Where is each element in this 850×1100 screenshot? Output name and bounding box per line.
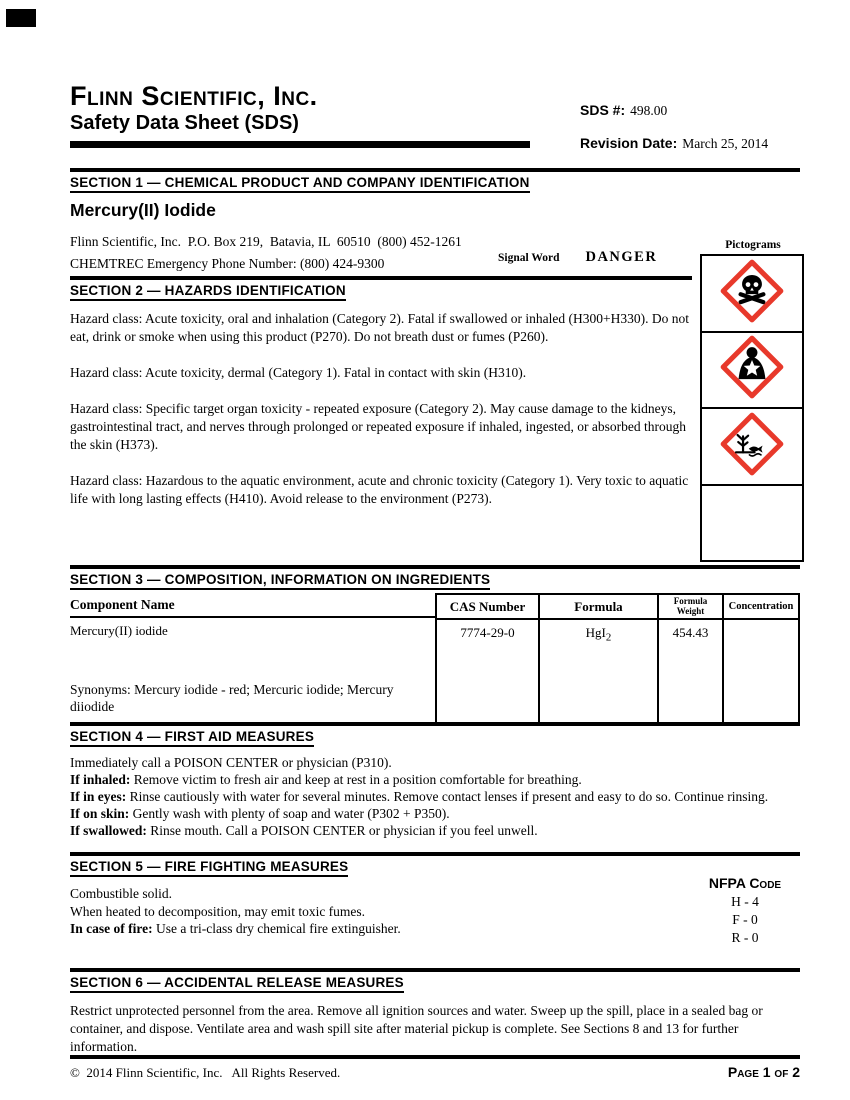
first-aid-line xyxy=(70,788,800,805)
hazard-paragraph: Hazard class: Acute toxicity, dermal (Category 1). Fatal in contact with skin (H310). xyxy=(70,365,527,380)
pictogram-cell-3 xyxy=(702,407,802,484)
nfpa-code-label: NFPA Code xyxy=(708,875,782,891)
cell-cas-number: 7774-29-0 xyxy=(460,625,515,640)
pictograms-label: Pictograms xyxy=(725,239,781,251)
section-4 xyxy=(70,722,800,839)
nfpa-health-code: H - 4 xyxy=(731,893,759,909)
revision-date-label: Revision Date: xyxy=(580,135,678,151)
line-text: Rinse cautiously with water for several minutes. Remove contact lenses if present and easy to do so. Continue rinsing. xyxy=(126,789,769,804)
ghs-skull-crossbones-icon xyxy=(720,259,784,328)
line-text: Gently wash with plenty of soap and water (P302 + P350). xyxy=(129,806,450,821)
hazard-paragraph: Hazard class: Hazardous to the aquatic environment, acute and chronic toxicity (Category 1). Very toxic to aquatic life with long lasting effects (H410). Avoid release to the environment (P273). xyxy=(70,473,689,506)
section-6-rule xyxy=(70,968,800,972)
line-prefix: In case of fire: xyxy=(70,921,153,936)
product-name: Mercury(II) Iodide xyxy=(70,200,216,220)
column-concentration xyxy=(722,593,800,724)
page-number: Page 1 of 2 xyxy=(727,1064,800,1080)
section-3-title: SECTION 3 — COMPOSITION, INFORMATION ON INGREDIENTS xyxy=(70,572,490,590)
nfpa-fire-code: F - 0 xyxy=(732,911,758,927)
nfpa-code-block xyxy=(665,875,825,947)
line-text: Rinse mouth. Call a POISON CENTER or physician if you feel unwell. xyxy=(146,823,538,838)
page-footer xyxy=(70,1055,800,1081)
first-aid-lines xyxy=(70,754,800,839)
nfpa-reactivity-code: R - 0 xyxy=(731,929,759,945)
formula-subscript: 2 xyxy=(605,631,612,644)
pictogram-cell-1 xyxy=(702,256,802,331)
sds-number-label: SDS #: xyxy=(580,102,626,118)
header-divider xyxy=(70,141,530,148)
column-component-name xyxy=(70,593,435,724)
section-1-title: SECTION 1 — CHEMICAL PRODUCT AND COMPANY IDENTIFICATION xyxy=(70,175,530,193)
header-formula: Formula xyxy=(540,595,657,620)
component-name-value: Mercury(II) iodide xyxy=(70,623,168,638)
section-3 xyxy=(70,565,800,724)
footer-rule xyxy=(70,1055,800,1059)
section-5-title: SECTION 5 — FIRE FIGHTING MEASURES xyxy=(70,859,348,877)
line-text: Use a tri-class dry chemical fire extinguisher. xyxy=(152,921,401,936)
section-2 xyxy=(70,276,692,526)
line-text: Remove victim to fresh air and keep at rest in a position comfortable for breathing. xyxy=(130,772,582,787)
line-text: Combustible solid. xyxy=(70,886,173,901)
accidental-release-paragraph: Restrict unprotected personnel from the area. Remove all ignition sources and water. Sweep up the spill, place in a sealed bag or container, and dispose. Ventilate area and wash spill site after material pickup is complete. See Sections 8 and 13 for further information. xyxy=(70,1003,763,1054)
section-4-rule xyxy=(70,722,800,726)
ghs-environment-icon xyxy=(720,412,784,481)
corner-mark xyxy=(6,9,36,27)
cell-concentration xyxy=(724,620,798,724)
company-address: Flinn Scientific, Inc. P.O. Box 219, Batavia, IL 60510 (800) 452-1261 xyxy=(70,234,462,249)
pictogram-cell-empty xyxy=(702,484,802,561)
composition-table xyxy=(70,593,800,724)
section-6 xyxy=(70,968,800,1056)
signal-word-value: DANGER xyxy=(585,249,658,265)
line-prefix: If in eyes: xyxy=(70,789,127,804)
header-component-name: Component Name xyxy=(70,593,435,618)
cell-component-name xyxy=(70,618,435,724)
header-cas-number: CAS Number xyxy=(437,595,538,620)
column-formula xyxy=(538,593,657,724)
header xyxy=(70,82,540,148)
cell-formula xyxy=(540,620,657,724)
signal-word-block xyxy=(498,248,698,266)
formula-base: HgI xyxy=(585,625,606,640)
section-5 xyxy=(70,852,800,945)
section-2-title: SECTION 2 — HAZARDS IDENTIFICATION xyxy=(70,283,346,301)
cell-formula-weight: 454.43 xyxy=(672,625,709,640)
hazard-paragraphs xyxy=(70,310,692,508)
pictogram-cell-2 xyxy=(702,331,802,408)
synonyms-text: Synonyms: Mercury iodide - red; Mercuric iodide; Mercury diiodide xyxy=(70,682,394,714)
revision-date-value: March 25, 2014 xyxy=(682,136,769,151)
line-text: Immediately call a POISON CENTER or physician (P310). xyxy=(70,755,392,770)
pictograms-box xyxy=(700,254,804,562)
hazard-paragraph: Hazard class: Specific target organ toxicity - repeated exposure (Category 2). May cause damage to the kidneys, gastrointestinal tract, and nerves through prolonged or repeated exposure if inhaled, ingested, or absorbed through the skin (H373). xyxy=(70,401,686,452)
section-3-rule xyxy=(70,565,800,569)
header-formula-weight: Formula Weight xyxy=(659,595,722,620)
sds-number-value: 498.00 xyxy=(630,103,668,118)
line-prefix: If swallowed: xyxy=(70,823,147,838)
line-prefix: If inhaled: xyxy=(70,772,131,787)
header-concentration: Concentration xyxy=(724,595,798,620)
pictograms-panel xyxy=(700,239,806,562)
first-aid-line xyxy=(70,805,800,822)
hazard-paragraph: Hazard class: Acute toxicity, oral and inhalation (Category 2). Fatal if swallowed or inhaled (H300+H330). Do not eat, drink or smoke when using this product (P270). Do not breath dust or fumes (P260). xyxy=(70,311,689,344)
company-name: Flinn Scientific, Inc. xyxy=(70,81,318,111)
signal-word-label: Signal Word xyxy=(498,252,560,264)
first-aid-line xyxy=(70,822,800,839)
column-formula-weight xyxy=(657,593,722,724)
first-aid-line xyxy=(70,754,800,771)
document-title: Safety Data Sheet (SDS) xyxy=(70,112,299,134)
emergency-phone: CHEMTREC Emergency Phone Number: (800) 424-9300 xyxy=(70,256,385,271)
line-text: When heated to decomposition, may emit toxic fumes. xyxy=(70,903,366,919)
section-2-rule xyxy=(70,276,692,280)
section-4-title: SECTION 4 — FIRST AID MEASURES xyxy=(70,729,314,747)
header-meta xyxy=(580,101,820,153)
ghs-health-hazard-icon xyxy=(720,335,784,404)
line-prefix: If on skin: xyxy=(70,806,130,821)
section-6-title: SECTION 6 — ACCIDENTAL RELEASE MEASURES xyxy=(70,975,404,993)
section-5-rule xyxy=(70,852,800,856)
first-aid-line xyxy=(70,771,800,788)
column-cas-number xyxy=(435,593,538,724)
copyright-text: © 2014 Flinn Scientific, Inc. All Rights Reserved. xyxy=(70,1065,341,1080)
section-1-rule xyxy=(70,168,800,172)
